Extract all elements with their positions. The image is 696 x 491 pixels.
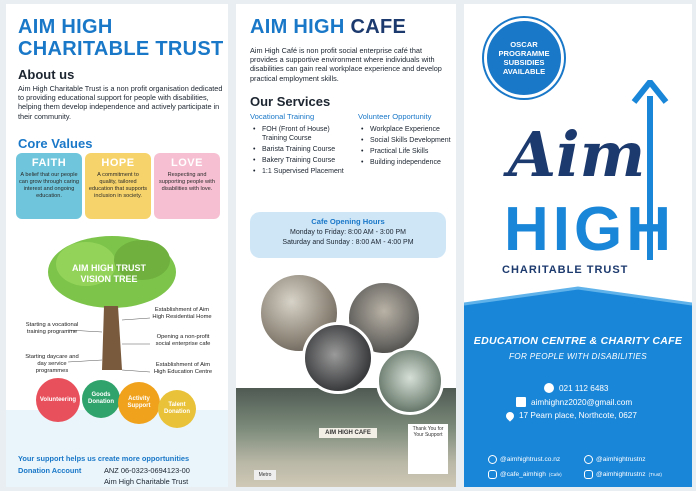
root-goods-donation: Goods Donation xyxy=(82,380,120,418)
storefront-sign: AIM HIGH CAFE xyxy=(319,428,377,438)
instagram-icon xyxy=(584,470,593,479)
value-title: HOPE xyxy=(101,157,135,169)
value-title: LOVE xyxy=(171,157,203,169)
oscar-line: OSCAR xyxy=(510,40,538,49)
cafe-title-part1: AIM HIGH xyxy=(250,16,345,38)
email-contact xyxy=(516,397,632,407)
logo-subtitle: CHARITABLE TRUST xyxy=(502,264,629,276)
donation-account-name: Aim High Charitable Trust xyxy=(104,477,189,486)
social-handle: @aimhightrustnz xyxy=(596,471,646,478)
vision-tree-title-1: AIM HIGH TRUST xyxy=(72,263,146,273)
hours-heading: Cafe Opening Hours xyxy=(311,217,385,226)
social-handle: @cafe_aimhigh xyxy=(500,471,546,478)
social-handle: @aimhightrust.co.nz xyxy=(500,456,561,463)
mail-icon xyxy=(516,397,526,407)
value-desc: A commitment to quality, tailored education that supports inclusion in society. xyxy=(88,172,148,199)
trust-title-line2: CHARITABLE TRUST xyxy=(18,38,224,60)
address-contact xyxy=(506,411,637,420)
donation-account: ANZ 06-0323-0694123-00 xyxy=(104,466,190,475)
list-item: • 1:1 Supervised Placement xyxy=(250,168,350,177)
vocational-heading: Vocational Training xyxy=(250,112,315,121)
list-item: • Building independence xyxy=(358,159,454,168)
value-card-love xyxy=(154,153,220,219)
social-tag: (Trust) xyxy=(648,472,662,477)
metro-sign: Metro xyxy=(254,470,276,480)
cafe-photo-service xyxy=(376,347,444,415)
support-tagline: Your support helps us create more opportunities xyxy=(18,454,190,463)
trust-title xyxy=(18,16,224,60)
phone-contact xyxy=(544,383,608,393)
globe-icon xyxy=(488,455,497,464)
about-heading: About us xyxy=(18,67,75,82)
value-desc: A belief that our people can grow through caring interest and ongoing education. xyxy=(19,172,80,199)
cover-panel xyxy=(464,4,692,487)
phone-icon xyxy=(544,383,554,393)
vision-tree-title xyxy=(64,263,154,285)
opening-hours-box xyxy=(250,212,446,258)
aim-high-logo xyxy=(464,80,692,270)
tree-label: Establishment of Aim High Education Centre xyxy=(153,362,213,375)
about-text: Aim High Charitable Trust is a non profit organisation dedicated to providing educational support for people with disabilities, helping them develop independence and actively participate in their community. xyxy=(18,84,223,121)
disabilities-line: FOR PEOPLE WITH DISABILITIES xyxy=(508,352,648,361)
oscar-line: PROGRAMME xyxy=(498,49,550,58)
list-item: • Bakery Training Course xyxy=(250,157,350,166)
list-item: • Practical Life Skills xyxy=(358,148,454,157)
social-tag: (Cafe) xyxy=(548,472,562,477)
root-talent-donation: Talent Donation xyxy=(158,390,196,428)
facebook-icon xyxy=(584,455,593,464)
list-item: • FOH (Front of House) Training Course xyxy=(250,126,350,143)
tree-trunk xyxy=(102,306,122,370)
tree-label: Starting daycare and day service programmes xyxy=(25,354,79,374)
cafe-panel xyxy=(236,4,456,487)
hours-weekend: Saturday and Sunday : 8:00 AM - 4:00 PM xyxy=(282,239,414,246)
oscar-line: AVAILABLE xyxy=(502,67,546,76)
cafe-intro: Aim High Café is non profit social enterprise café that provides a supportive environment where individuals with disabilities can gain real workplace experience and develop practical employment skills. xyxy=(250,46,442,83)
volunteer-heading: Volunteer Opportunity xyxy=(358,112,432,121)
trust-title-line1: AIM HIGH xyxy=(18,16,113,38)
social-facebook xyxy=(584,455,646,464)
vocational-list xyxy=(250,126,350,179)
phone-text: 021 112 6483 xyxy=(559,383,609,393)
address-text: 17 Pearn place, Northcote, 0627 xyxy=(519,411,637,420)
social-instagram-cafe xyxy=(488,470,562,479)
donation-label: Donation Account xyxy=(18,466,82,475)
core-values-heading: Core Values xyxy=(18,136,93,151)
social-handle: @aimhightrustnz xyxy=(596,456,646,463)
instagram-icon xyxy=(488,470,497,479)
value-title: FAITH xyxy=(31,157,67,169)
education-line: EDUCATION CENTRE & CHARITY CAFE xyxy=(473,335,683,347)
value-desc: Respecting and supporting people with disabilities with love. xyxy=(159,172,215,192)
cafe-photo-kitchen xyxy=(302,322,374,394)
value-card-faith xyxy=(16,153,82,219)
email-text: aimhighnz2020@gmail.com xyxy=(531,397,633,407)
oscar-line: SUBSIDIES xyxy=(503,58,545,67)
root-activity-support: Activity Support xyxy=(118,382,160,424)
tree-label: Starting a vocational training programme xyxy=(25,322,79,335)
list-item: • Workplace Experience xyxy=(358,126,454,135)
hours-weekday: Monday to Friday: 8:00 AM - 3:00 PM xyxy=(290,229,406,236)
cafe-title-part2: CAFE xyxy=(350,16,407,38)
volunteer-list xyxy=(358,126,454,170)
social-website xyxy=(488,455,560,464)
trust-panel xyxy=(6,4,228,487)
cafe-title xyxy=(250,16,406,38)
thank-you-sign: Thank You for Your Support xyxy=(408,424,448,474)
cover-wave xyxy=(464,282,692,322)
value-card-hope xyxy=(85,153,151,219)
list-item: • Barista Training Course xyxy=(250,146,350,155)
location-pin-icon xyxy=(504,410,515,421)
tree-label: Establishment of Aim High Residential Home xyxy=(152,307,212,320)
root-volunteering: Volunteering xyxy=(36,378,80,422)
vision-tree-title-2: VISION TREE xyxy=(80,274,138,284)
services-heading: Our Services xyxy=(250,94,331,109)
list-item: • Social Skills Development xyxy=(358,137,454,146)
tree-label: Opening a non-profit social enterprise cafe xyxy=(155,334,211,347)
ground-band xyxy=(6,410,228,450)
social-instagram-trust xyxy=(584,470,662,479)
logo-high: HIGH xyxy=(504,195,675,264)
logo-aim: Aim xyxy=(508,118,646,191)
